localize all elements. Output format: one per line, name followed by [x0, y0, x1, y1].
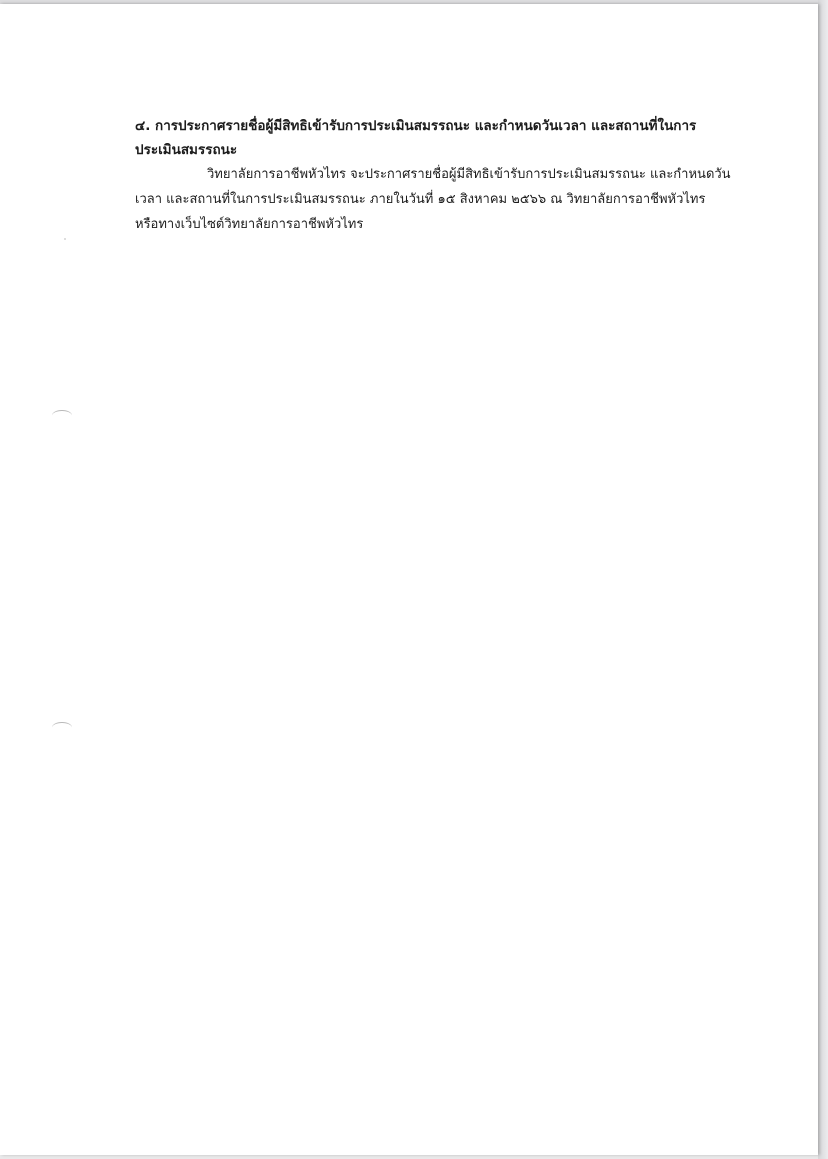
document-page	[0, 4, 818, 1155]
punch-hole-mark-upper	[52, 410, 72, 421]
punch-hole-mark-lower	[52, 722, 72, 733]
scan-speck	[64, 238, 66, 240]
section-heading-line-1: ๔. การประกาศรายชื่อผู้มีสิทธิเข้ารับการประเมินสมรรถนะ และกำหนดวันเวลา และสถานที่ในการ	[135, 118, 697, 134]
section-heading	[135, 114, 763, 162]
paragraph-line-3: หรือทางเว็บไซต์วิทยาลัยการอาชีพหัวไทร	[135, 217, 364, 232]
section-heading-line-2: ประเมินสมรรถนะ	[135, 142, 238, 158]
document-content	[135, 114, 763, 237]
paragraph-line-1: วิทยาลัยการอาชีพหัวไทร จะประกาศรายชื่อผู้มีสิทธิเข้ารับการประเมินสมรรถนะ และกำหนดวัน	[207, 167, 731, 182]
paragraph-line-2: เวลา และสถานที่ในการประเมินสมรรถนะ ภายในวันที่ ๑๕ สิงหาคม ๒๕๖๖ ณ วิทยาลัยการอาชีพหัวไทร	[135, 192, 706, 207]
section-body-paragraph	[135, 162, 763, 237]
scan-right-edge	[818, 0, 828, 1159]
